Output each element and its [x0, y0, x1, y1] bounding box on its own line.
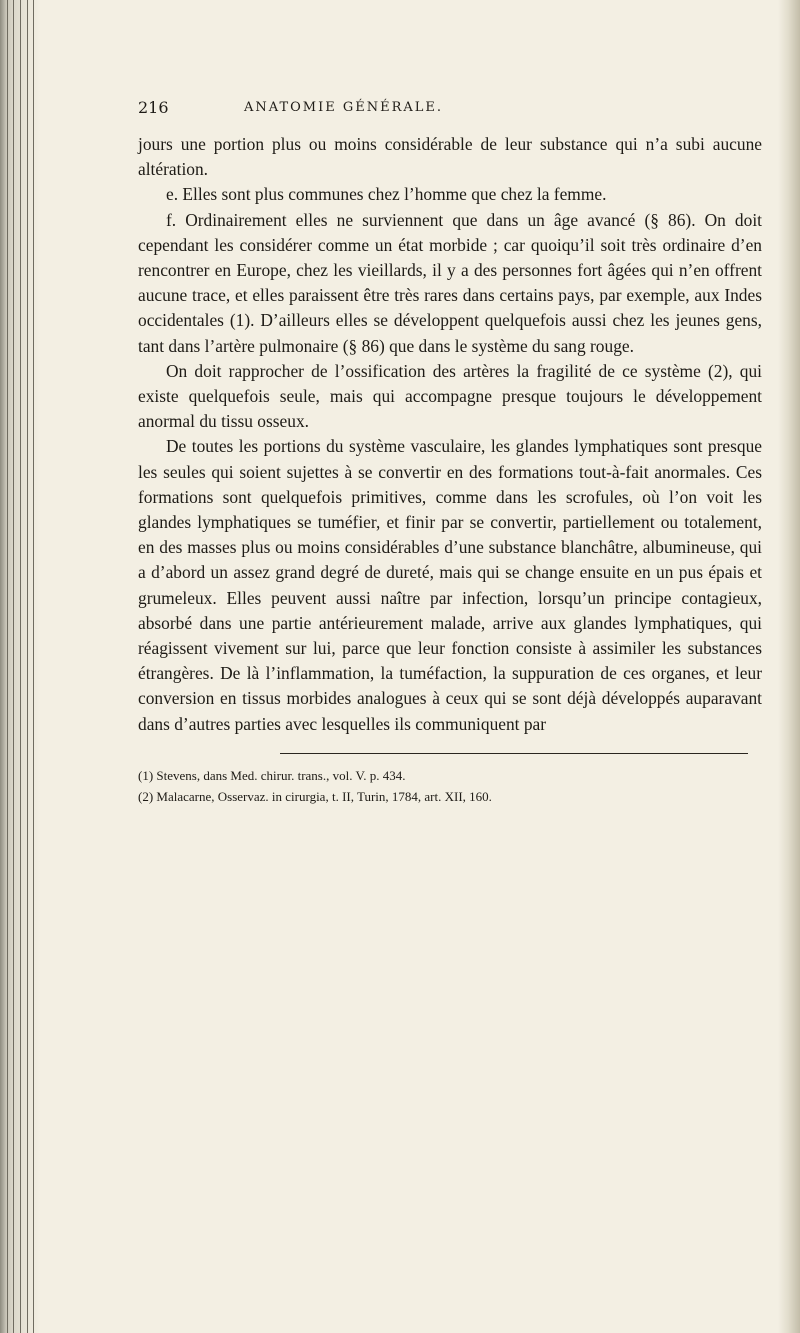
body-text	[138, 132, 762, 737]
footnote: (2) Malacarne, Osservaz. in cirurgia, t. II, Turin, 1784, art. XII, 160.	[138, 788, 492, 804]
gutter-line	[20, 0, 21, 1333]
gutter-line	[13, 0, 14, 1333]
footnote-rule	[280, 753, 748, 754]
running-title: ANATOMIE GÉNÉRALE.	[244, 100, 444, 115]
page-number: 216	[138, 98, 169, 117]
paragraph: f. Ordinairement elles ne surviennent que dans un âge avancé (§ 86). On doit cependant les considérer comme un état morbide ; car quoiqu’il soit très ordinaire d’en rencontrer en Europe, chez les vieillards, il y a des personnes fort âgées qui n’en offrent aucune trace, et elles paraissent être très rares dans certains pays, par exemple, aux Indes occidentales (1). D’ailleurs elles se développent quelquefois aussi chez les jeunes gens, tant dans l’artère pulmonaire (§ 86) que dans le système du sang rouge.	[138, 209, 762, 356]
gutter-line	[7, 0, 8, 1333]
book-page	[138, 98, 762, 807]
gutter-line	[27, 0, 28, 1333]
footnote: (1) Stevens, dans Med. chirur. trans., vol. V. p. 434.	[138, 767, 406, 783]
paragraph: e. Elles sont plus communes chez l’homme que chez la femme.	[166, 184, 607, 205]
paragraph: De toutes les portions du système vasculaire, les glandes lymphatiques sont presque les seules qui soient sujettes à se convertir en des formations tout-à-fait anormales. Ces formations sont quelquefois primitives, comme dans les scrofules, où l’on voit les glandes lymphatiques se tuméfier, et finir par se convertir, partiellement ou totalement, en des masses plus ou moins considérables d’une substance blanchâtre, albumineuse, qui a d’abord un assez grand degré de dureté, mais qui se change ensuite en un pus épais et grumeleux. Elles peuvent aussi naître par infection, lorsqu’un principe contagieux, absorbé dans une partie antérieurement malade, arrive aux glandes lymphatiques, qui réagissent vivement sur lui, parce que leur fonction consiste à assimiler les substances étrangères. De là l’inflammation, la tuméfaction, la suppuration de ces organes, et leur conversion en tissus morbides analogues à ceux qui se sont déjà développés auparavant dans d’autres parties avec lesquelles ils communiquent par	[138, 436, 762, 734]
book-gutter	[0, 0, 40, 1333]
gutter-line	[33, 0, 34, 1333]
page-edge	[778, 0, 800, 1333]
footnotes	[138, 765, 762, 807]
paragraph: jours une portion plus ou moins considérable de leur substance qui n’a subi aucune altération.	[138, 134, 762, 180]
running-head	[138, 98, 762, 124]
paragraph: On doit rapprocher de l’ossification des artères la fragilité de ce système (2), qui existe quelquefois seule, mais qui accompagne presque toujours le développement anormal du tissu osseux.	[138, 360, 762, 432]
